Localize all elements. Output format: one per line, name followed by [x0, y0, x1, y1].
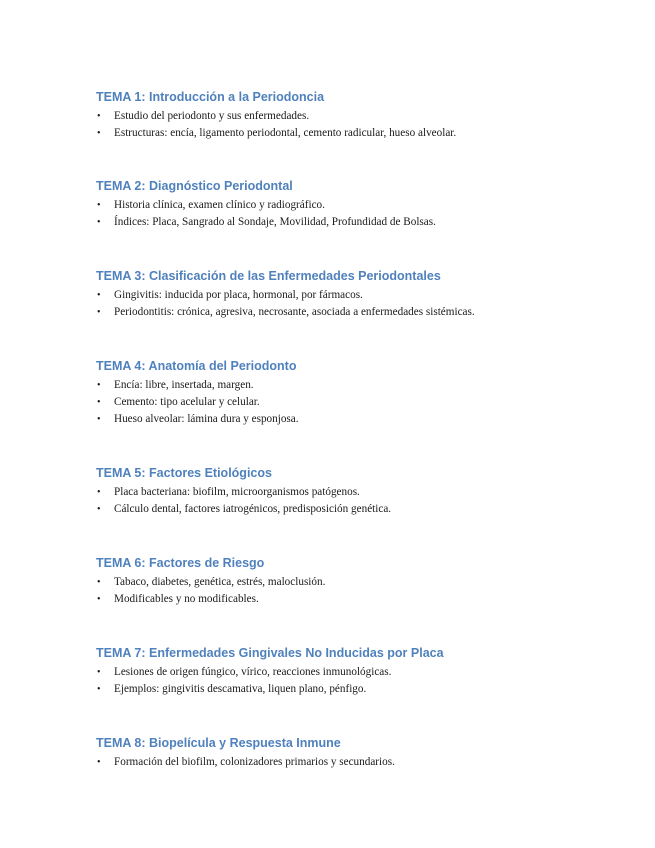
bullet-icon: •: [97, 684, 101, 696]
bullet-icon: •: [97, 757, 101, 768]
list-item-text: Lesiones de origen fúngico, vírico, reacciones inmunológicas.: [114, 666, 392, 678]
topic-title: TEMA 5: Factores Etiológicos: [96, 466, 272, 480]
topic-bullet-list: [96, 574, 616, 608]
list-item-text: Placa bacteriana: biofilm, microorganismos patógenos.: [114, 486, 360, 498]
bullet-icon: •: [97, 200, 101, 211]
bullet-icon: •: [97, 128, 101, 140]
list-item-text: Encía: libre, insertada, margen.: [114, 379, 254, 391]
bullet-icon: •: [97, 111, 101, 122]
list-item: [96, 501, 616, 518]
bullet-icon: •: [97, 290, 101, 301]
list-item-text: Hueso alveolar: lámina dura y esponjosa.: [114, 413, 299, 426]
list-item: [96, 304, 616, 321]
bullet-icon: •: [97, 217, 101, 229]
list-item-text: Cálculo dental, factores iatrogénicos, predisposición genética.: [114, 503, 392, 516]
list-item: [96, 754, 616, 771]
list-item-text: Estructuras: encía, ligamento periodontal, cemento radicular, hueso alveolar.: [114, 127, 457, 140]
list-item-text: Tabaco, diabetes, genética, estrés, maloclusión.: [114, 576, 326, 588]
topic-section-6: [96, 555, 616, 608]
list-item: [96, 125, 616, 142]
topic-section-3: [96, 268, 616, 321]
topic-title: TEMA 7: Enfermedades Gingivales No Inducidas por Placa: [96, 646, 444, 660]
topic-section-1: [96, 89, 616, 142]
list-item: [96, 377, 616, 394]
bullet-icon: •: [97, 487, 101, 498]
topic-title: TEMA 1: Introducción a la Periodoncia: [96, 90, 325, 104]
list-item-text: Formación del biofilm, colonizadores primarios y secundarios.: [114, 756, 395, 768]
list-item: [96, 681, 616, 698]
bullet-icon: •: [97, 577, 101, 588]
list-item: [96, 484, 616, 501]
list-item: [96, 591, 616, 608]
topic-section-8: [96, 735, 616, 771]
topic-section-7: [96, 645, 616, 698]
list-item-text: Modificables y no modificables.: [114, 593, 259, 606]
topic-bullet-list: [96, 484, 616, 518]
list-item-text: Historia clínica, examen clínico y radiográfico.: [114, 199, 325, 211]
bullet-icon: •: [97, 594, 101, 606]
list-item-text: Estudio del periodonto y sus enfermedades.: [114, 110, 310, 122]
bullet-icon: •: [97, 414, 101, 426]
topic-section-2: [96, 178, 616, 231]
list-item-text: Gingivitis: inducida por placa, hormonal, por fármacos.: [114, 289, 363, 301]
list-item: [96, 214, 616, 231]
list-item-text: Índices: Placa, Sangrado al Sondaje, Movilidad, Profundidad de Bolsas.: [114, 216, 436, 229]
bullet-icon: •: [97, 397, 101, 409]
list-item: [96, 574, 616, 591]
list-item: [96, 394, 616, 411]
topic-section-4: [96, 358, 616, 429]
list-item-text: Periodontitis: crónica, agresiva, necrosante, asociada a enfermedades sistémicas.: [114, 306, 475, 319]
topic-title: TEMA 2: Diagnóstico Periodontal: [96, 179, 293, 193]
list-item: [96, 108, 616, 125]
bullet-icon: •: [97, 380, 101, 391]
topic-title: TEMA 4: Anatomía del Periodonto: [96, 359, 297, 373]
list-item: [96, 664, 616, 681]
topic-title: TEMA 3: Clasificación de las Enfermedades Periodontales: [96, 269, 441, 283]
list-item-text: Cemento: tipo acelular y celular.: [114, 396, 260, 409]
bullet-icon: •: [97, 504, 101, 516]
topic-bullet-list: [96, 377, 616, 429]
topic-bullet-list: [96, 664, 616, 698]
topic-bullet-list: [96, 197, 616, 231]
list-item: [96, 197, 616, 214]
topic-bullet-list: [96, 287, 616, 321]
bullet-icon: •: [97, 307, 101, 319]
topic-title: TEMA 6: Factores de Riesgo: [96, 556, 265, 570]
list-item: [96, 411, 616, 428]
topic-bullet-list: [96, 108, 616, 142]
topic-section-5: [96, 465, 616, 518]
topic-title: TEMA 8: Biopelícula y Respuesta Inmune: [96, 736, 341, 750]
topic-bullet-list: [96, 754, 616, 771]
list-item-text: Ejemplos: gingivitis descamativa, liquen plano, pénfigo.: [114, 683, 367, 696]
bullet-icon: •: [97, 667, 101, 678]
list-item: [96, 287, 616, 304]
